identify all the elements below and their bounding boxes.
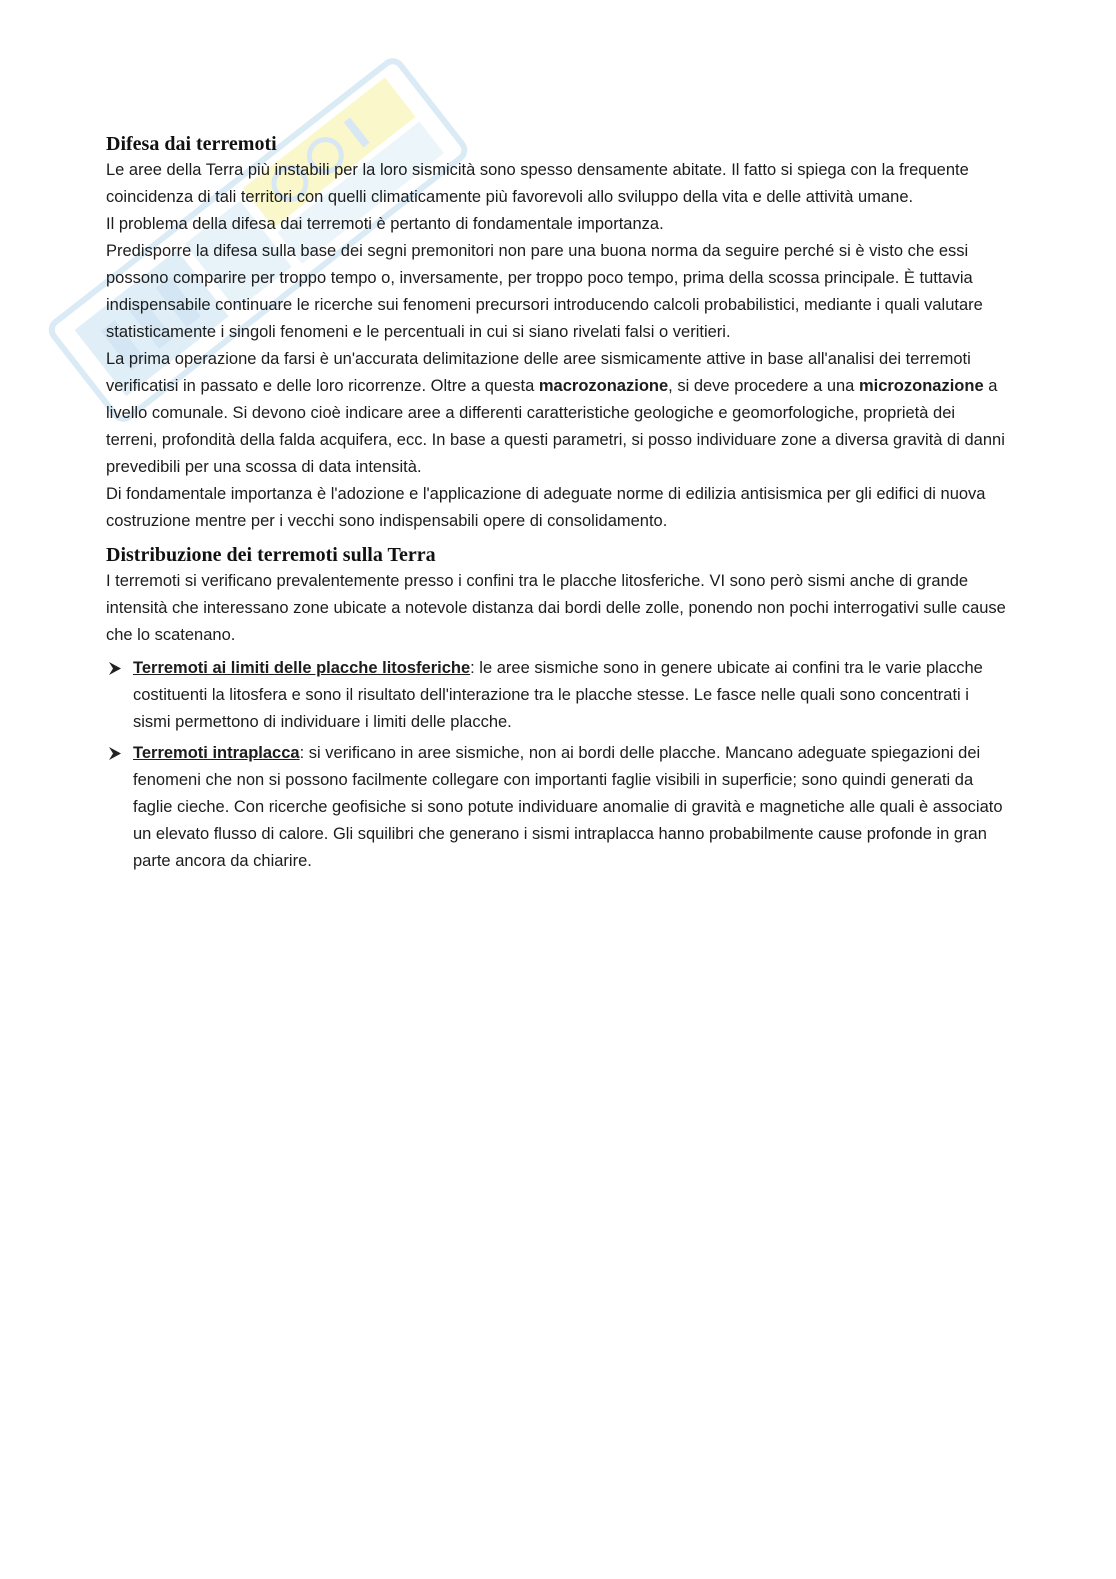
bullet-term: Terremoti intraplacca xyxy=(133,744,300,762)
list-item xyxy=(106,655,1006,736)
term-macrozonazione: macrozonazione xyxy=(538,377,669,395)
arrowhead-shape xyxy=(109,662,121,675)
document-content xyxy=(106,132,1006,879)
paragraph-1: Le aree della Terra più instabili per la loro sismicità sono spesso densamente abitate. Il fatto si spiega con la frequente coincidenza di tali territori con quelli climaticamente più favorevoli allo sviluppo della vita e delle attività umane. xyxy=(106,161,969,206)
arrowhead-bullet-icon xyxy=(108,655,122,682)
section-title-distribuzione: Distribuzione dei terremoti sulla Terra xyxy=(106,544,436,566)
arrowhead-bullet-icon xyxy=(108,740,122,767)
paragraph-4 xyxy=(106,346,1006,481)
paragraph-4-part-c: , si deve procedere a una xyxy=(668,377,859,395)
section-title-difesa: Difesa dai terremoti xyxy=(106,133,277,155)
bullet-list xyxy=(106,655,1006,875)
term-microzonazione: microzonazione xyxy=(858,377,984,395)
bullet-term: Terremoti ai limiti delle placche litosferiche xyxy=(133,659,471,677)
arrowhead-shape xyxy=(109,747,121,760)
paragraph-3: Predisporre la difesa sulla base dei segni premonitori non pare una buona norma da seguire perché si è visto che essi possono comparire per troppo tempo o, inversamente, per troppo poco tempo, prima della scossa principale. È tuttavia indispensabile continuare le ricerche sui fenomeni precursori introducendo calcoli probabilistici, mediante i quali valutare statisticamente i singoli fenomeni e le percentuali in cui si siano rivelati falsi o veritieri. xyxy=(106,242,983,341)
paragraph-intro: I terremoti si verificano prevalentemente presso i confini tra le placche litosferiche. VI sono però sismi anche di grande intensità che interessano zone ubicate a notevole distanza dai bordi delle zolle, ponendo non pochi interrogativi sulle cause che lo scatenano. xyxy=(106,572,1006,644)
paragraph-4-part-a: La prima operazione da farsi è un'accurata delimitazione delle aree sismicamente attive in base all'analisi dei terremoti verificatisi in passato e delle loro ricorrenze. Oltre a questa xyxy=(106,350,971,395)
list-item xyxy=(106,740,1006,875)
bullet-text: : le aree sismiche sono in genere ubicate ai confini tra le varie placche costituenti la litosfera e sono il risultato dell'interazione tra le placche stesse. Le fasce nelle quali sono concentrati i sismi permettono di individuare i limiti delle placche. xyxy=(133,659,983,731)
paragraph-4-part-e: a livello comunale. Si devono cioè indicare aree a differenti caratteristiche geologiche e geomorfologiche, proprietà dei terreni, profondità della falda acquifera, ecc. In base a questi parametri, si posso individuare zone a diversa gravità di danni prevedibili per una scossa di data intensità. xyxy=(106,377,1005,476)
paragraph-5: Di fondamentale importanza è l'adozione e l'applicazione di adeguate norme di edilizia antisismica per gli edifici di nuova costruzione mentre per i vecchi sono indispensabili opere di consolidamento. xyxy=(106,485,986,530)
paragraph-2: Il problema della difesa dai terremoti è pertanto di fondamentale importanza. xyxy=(106,215,664,233)
bullet-text: : si verificano in aree sismiche, non ai bordi delle placche. Mancano adeguate spiegazioni dei fenomeni che non si possono facilmente collegare con importanti faglie visibili in superficie; sono quindi generati da faglie cieche. Con ricerche geofisiche si sono potute individuare anomalie di gravità e magnetiche alle quali è associato un elevato flusso di calore. Gli squilibri che generano i sismi intraplacca hanno probabilmente cause profonde in gran parte ancora da chiarire. xyxy=(133,744,1003,870)
